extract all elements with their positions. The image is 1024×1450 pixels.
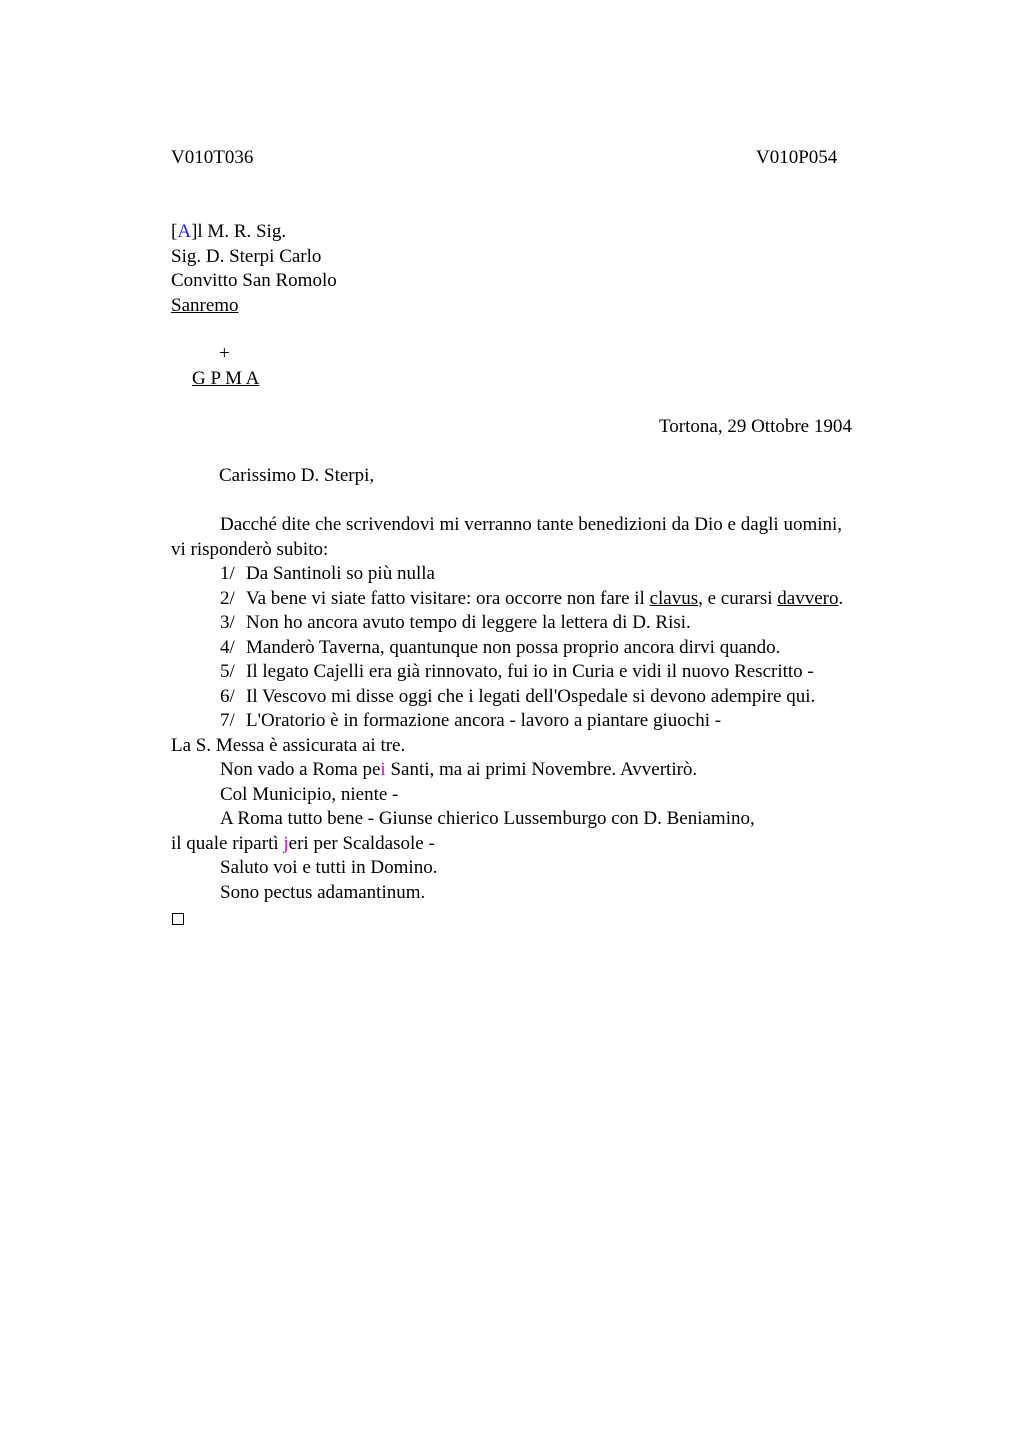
roma-bene-line: A Roma tutto bene - Giunse chierico Lussemburgo con D. Beniamino, (220, 808, 755, 829)
address-line-2: Sig. D. Sterpi Carlo (171, 245, 322, 267)
address-line-1: [A]l M. R. Sig. (171, 221, 287, 242)
municipio-line: Col Municipio, niente - (220, 783, 399, 805)
point-1: 1/ Da Santinoli so più nulla (220, 563, 435, 584)
point-7: 7/ L'Oratorio è in formazione ancora - lavoro a piantare giuochi - (220, 710, 722, 731)
dateline: Tortona, 29 Ottobre 1904 (659, 416, 852, 437)
opening-line-1: Dacché dite che scrivendovi mi verranno tante benedizioni da Dio e dagli uomini, (220, 514, 843, 535)
address-line-3: Convitto San Romolo (171, 270, 337, 291)
editorial-correction: j (283, 832, 289, 854)
point-6: 6/ Il Vescovo mi disse oggi che i legati dell'Ospedale si devono adempire qui. (220, 685, 816, 707)
opening-line-2: vi risponderò subito: (171, 538, 329, 560)
editorial-correction: i (380, 759, 386, 780)
invocation-monogram: G P M A (192, 368, 260, 389)
point-3: 3/ Non ho ancora avuto tempo di leggere la lettera di D. Risi. (220, 612, 691, 633)
messa-line: La S. Messa è assicurata ai tre. (171, 734, 406, 756)
end-marker-icon (172, 908, 184, 933)
address-block (171, 220, 337, 318)
underlined-word: clavus (649, 587, 699, 609)
roma-line: Non vado a Roma pei Santi, ma ai primi Novembre. Avvertirò. (220, 759, 698, 780)
editorial-insertion: A (177, 221, 192, 242)
salutation: Carissimo D. Sterpi, (219, 465, 375, 486)
saluto-line: Saluto voi e tutti in Domino. (220, 857, 438, 878)
riparti-line: il quale ripartì jeri per Scaldasole - (171, 832, 435, 854)
invocation-cross: + (219, 343, 230, 364)
closing-line: Sono pectus adamantinum. (220, 881, 426, 903)
point-2: 2/ Va bene vi siate fatto visitare: ora occorre non fare il clavus, e curarsi davvero. (220, 587, 844, 609)
point-4: 4/ Manderò Taverna, quantunque non possa proprio ancora dirvi quando. (220, 636, 781, 658)
address-city: Sanremo (171, 294, 239, 316)
document-code-left: V010T036 (171, 147, 254, 168)
document-code-right: V010P054 (756, 147, 838, 168)
underlined-word: davvero (777, 587, 839, 609)
letter-body (171, 513, 843, 905)
point-5: 5/ Il legato Cajelli era già rinnovato, fui io in Curia e vidi il nuovo Rescritto - (220, 661, 814, 682)
